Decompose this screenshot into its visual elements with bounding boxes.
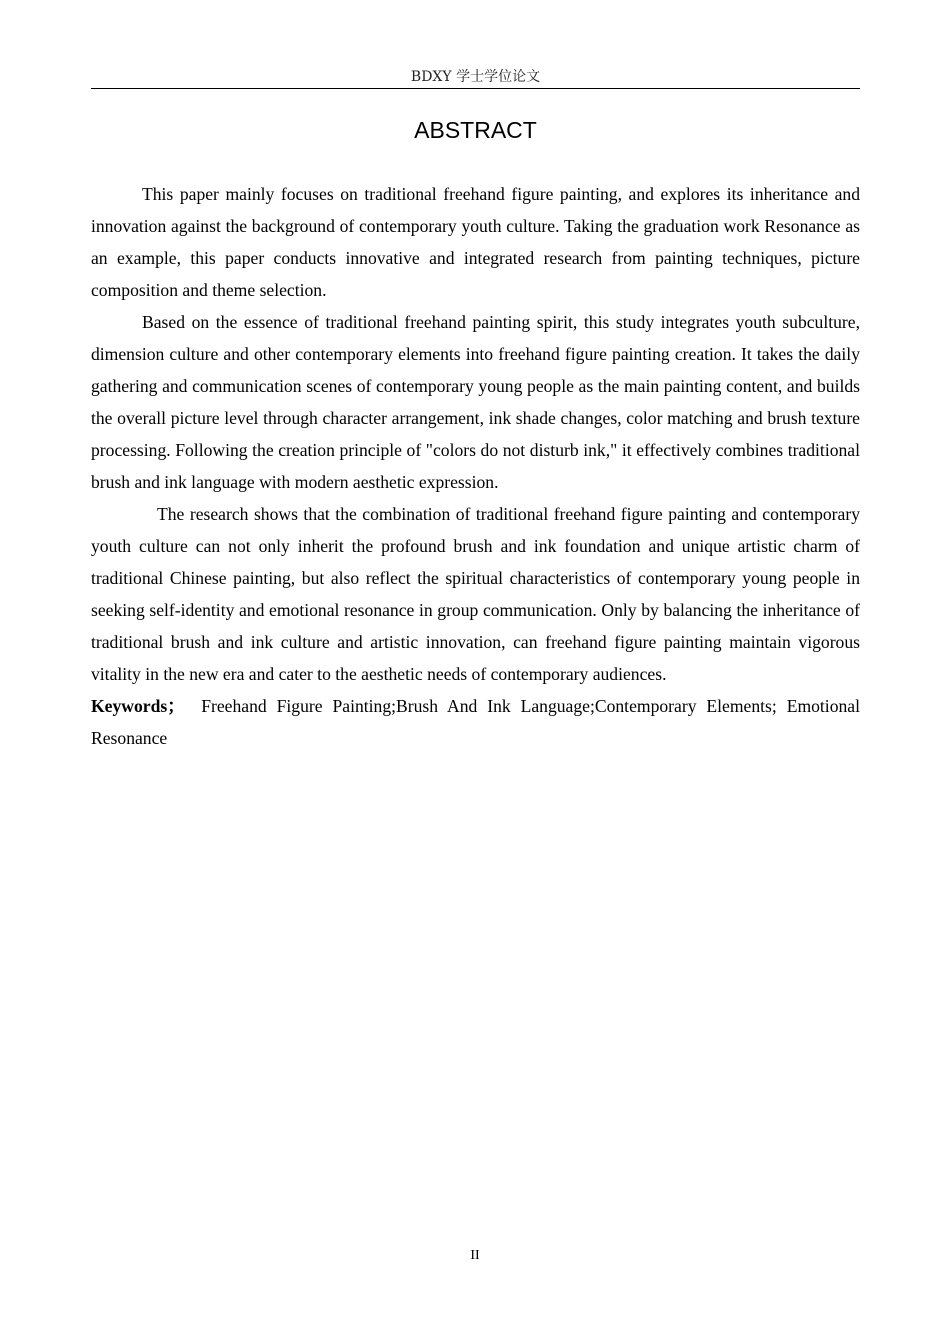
abstract-paragraph-1: This paper mainly focuses on traditional freehand figure painting, and explores its inheritance and innovation against the background of contemporary youth culture. Taking the graduation work Resonance as an example, this paper conducts innovative and integrated research from painting techniques, picture composition and theme selection. <box>91 184 860 300</box>
keywords-text: Freehand Figure Painting;Brush And Ink Language;Contemporary Elements; Emotional Resonance <box>91 696 860 748</box>
abstract-paragraph-2: Based on the essence of traditional freehand painting spirit, this study integrates youth subculture, dimension culture and other contemporary elements into freehand figure painting creation. It takes the daily gathering and communication scenes of contemporary young people as the main painting content, and builds the overall picture level through character arrangement, ink shade changes, color matching and brush texture processing. Following the creation principle of "colors do not disturb ink," it effectively combines traditional brush and ink language with modern aesthetic expression. <box>91 312 860 492</box>
abstract-title: ABSTRACT <box>414 117 537 143</box>
abstract-paragraph-3: The research shows that the combination of traditional freehand figure painting and contemporary youth culture can not only inherit the profound brush and ink foundation and unique artistic charm of traditional Chinese painting, but also reflect the spiritual characteristics of contemporary young people in seeking self-identity and emotional resonance in group communication. Only by balancing the inheritance of traditional brush and ink culture and artistic innovation, can freehand figure painting maintain vigorous vitality in the new era and cater to the aesthetic needs of contemporary audiences. <box>91 504 860 684</box>
keywords-separator: ； <box>167 696 185 716</box>
page-number: II <box>470 1248 480 1263</box>
header-text: BDXY 学士学位论文 <box>410 69 541 85</box>
keywords-line <box>91 690 860 754</box>
abstract-body <box>91 178 860 754</box>
keywords-label: Keywords <box>91 696 168 716</box>
running-header <box>91 66 860 89</box>
